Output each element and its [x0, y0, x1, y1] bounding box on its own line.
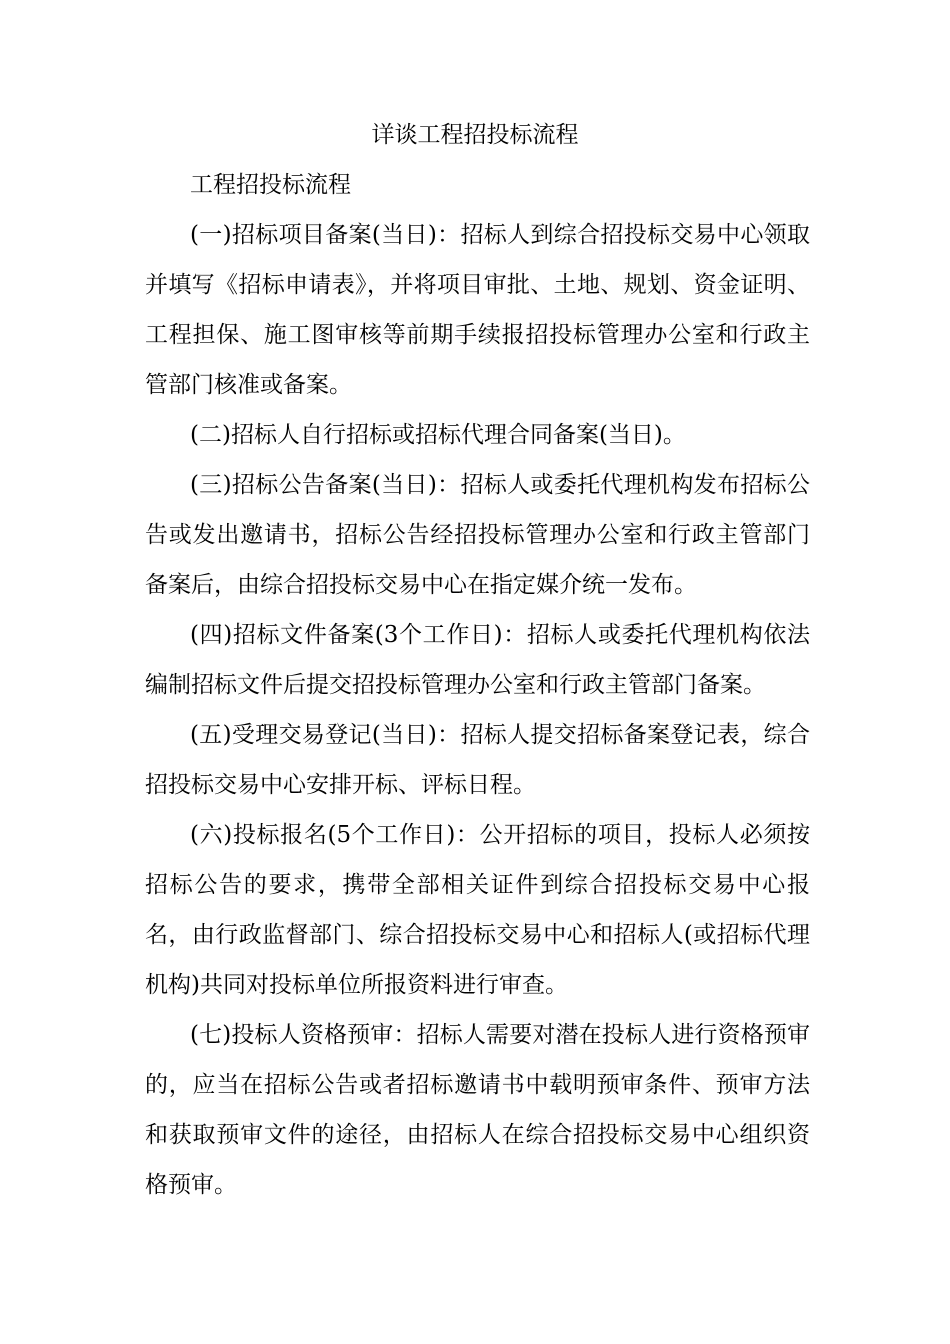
paragraph-step-6: (六)投标报名(5个工作日)：公开招标的项目，投标人必须按招标公告的要求，携带全部相关证件到综合招投标交易中心报名，由行政监督部门、综合招投标交易中心和招标人(或招标代理机构)共同对投标单位所报资料进行审查。 — [145, 822, 810, 998]
paragraph-step-4: (四)招标文件备案(3个工作日)：招标人或委托代理机构依法编制招标文件后提交招投标管理办公室和行政主管部门备案。 — [145, 622, 810, 698]
paragraph-step-3: (三)招标公告备案(当日)：招标人或委托代理机构发布招标公告或发出邀请书，招标公告经招投标管理办公室和行政主管部门备案后，由综合招投标交易中心在指定媒介统一发布。 — [145, 472, 810, 598]
paragraph-heading: 工程招投标流程 — [190, 172, 351, 198]
paragraph-step-2: (二)招标人自行招标或招标代理合同备案(当日)。 — [190, 422, 686, 448]
paragraph-step-7: (七)投标人资格预审：招标人需要对潜在投标人进行资格预审的，应当在招标公告或者招标邀请书中载明预审条件、预审方法和获取预审文件的途径，由招标人在综合招投标交易中心组织资格预审。 — [145, 1022, 810, 1198]
paragraph-step-5: (五)受理交易登记(当日)：招标人提交招标备案登记表，综合招投标交易中心安排开标、评标日程。 — [145, 722, 810, 798]
document-title: 详谈工程招投标流程 — [371, 122, 579, 148]
paragraph-step-1: (一)招标项目备案(当日)：招标人到综合招投标交易中心领取并填写《招标申请表》，并将项目审批、土地、规划、资金证明、工程担保、施工图审核等前期手续报招投标管理办公室和行政主管部门核准或备案。 — [145, 222, 810, 398]
